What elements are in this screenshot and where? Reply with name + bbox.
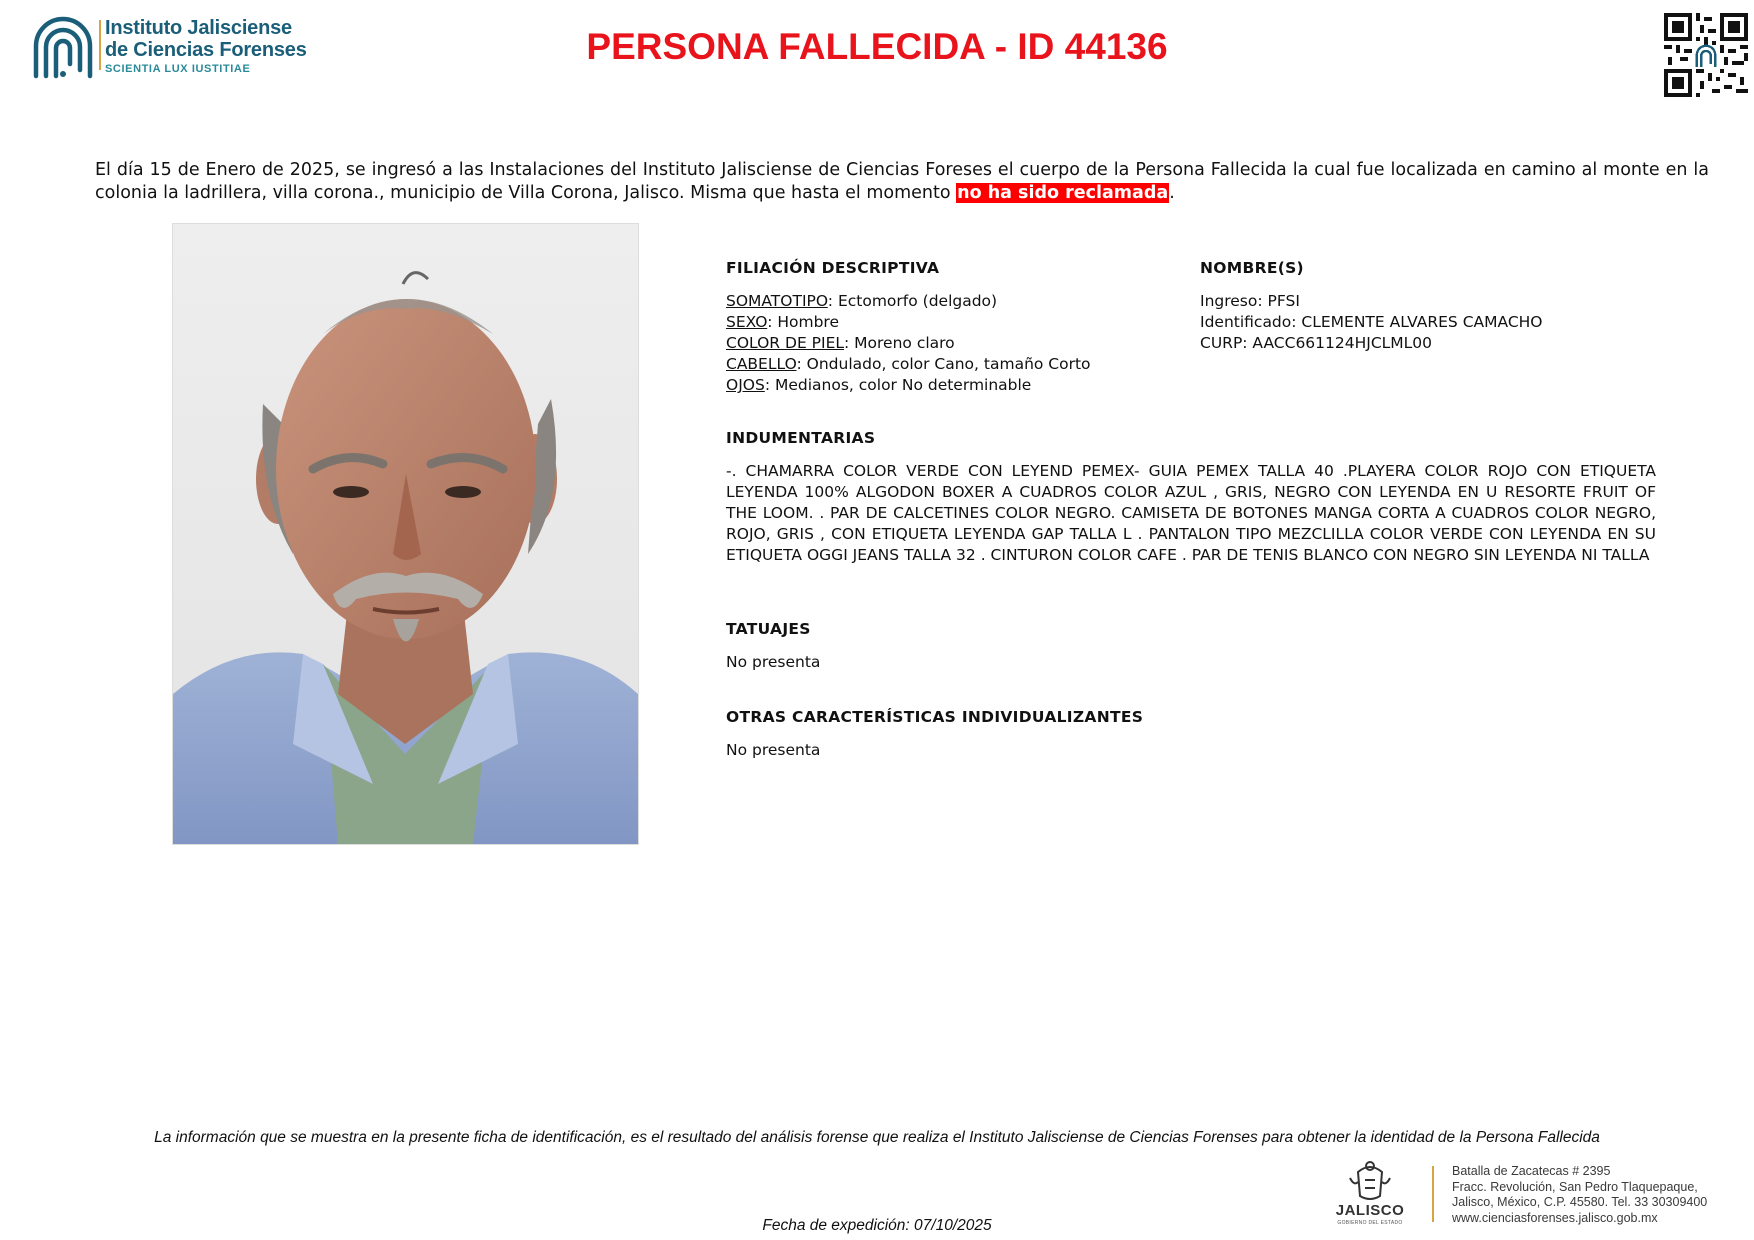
otras-heading: OTRAS CARACTERÍSTICAS INDIVIDUALIZANTES: [726, 708, 1144, 726]
filiacion-item: [726, 354, 1156, 375]
jalisco-logo: [1330, 1158, 1410, 1228]
otras-text: No presenta: [726, 741, 821, 759]
jalisco-crest-icon: [1330, 1158, 1410, 1202]
filiacion-value: : Ectomorfo (delgado): [827, 292, 998, 310]
address-line: Jalisco, México, C.P. 45580. Tel. 33 30309400: [1452, 1195, 1708, 1209]
otras-section: [726, 707, 1426, 761]
nombres-section: [1200, 258, 1700, 354]
tatuajes-heading: TATUAJES: [726, 620, 811, 638]
address-line: Batalla de Zacatecas # 2395: [1452, 1164, 1611, 1178]
filiacion-item: [726, 375, 1156, 396]
filiacion-label: CABELLO: [726, 355, 797, 373]
institute-name-line1: Instituto Jalisciense: [105, 17, 292, 39]
filiacion-list: [726, 291, 1156, 396]
filiacion-value: : Ondulado, color Cano, tamaño Corto: [796, 355, 1091, 373]
address-line: Fracc. Revolución, San Pedro Tlaquepaque,: [1452, 1179, 1698, 1194]
jalisco-sub: GOBIERNO DEL ESTADO: [1337, 1220, 1403, 1226]
filiacion-item: [726, 312, 1156, 333]
intro-end: .: [1169, 183, 1175, 203]
tatuajes-text: No presenta: [726, 653, 821, 671]
filiacion-section: [726, 258, 1156, 396]
unclaimed-highlight: no ha sido reclamada: [957, 183, 1169, 203]
filiacion-label: OJOS: [726, 376, 765, 394]
footer-divider: [1432, 1166, 1434, 1222]
website-link[interactable]: www.cienciasforenses.jalisco.gob.mx: [1452, 1210, 1658, 1225]
indumentarias-heading: INDUMENTARIAS: [726, 429, 876, 447]
nombres-identificado: Identificado: CLEMENTE ALVARES CAMACHO: [1200, 313, 1543, 331]
disclaimer: La información que se muestra en la presente ficha de identificación, es el resultado del análisis forense que realiza el Instituto Jalisciense de Ciencias Forenses para obtener la identidad de la Persona Fallecida: [154, 1129, 1600, 1146]
nombres-heading: NOMBRE(S): [1200, 259, 1304, 277]
filiacion-label: COLOR DE PIEL: [726, 334, 845, 352]
nombres-list: [1200, 291, 1700, 354]
nombres-curp: CURP: AACC661124HJCLML00: [1200, 334, 1433, 352]
filiacion-value: : Moreno claro: [844, 334, 955, 352]
page-title: PERSONA FALLECIDA - ID 44136: [586, 26, 1168, 67]
filiacion-value: : Hombre: [767, 313, 839, 331]
institute-name-line2: de Ciencias Forenses: [105, 39, 307, 61]
filiacion-item: [726, 333, 1156, 354]
filiacion-value: : Medianos, color No determinable: [764, 376, 1032, 394]
filiacion-label: SOMATOTIPO: [726, 292, 828, 310]
filiacion-item: [726, 291, 1156, 312]
filiacion-heading: FILIACIÓN DESCRIPTIVA: [726, 259, 940, 277]
qr-code-icon: [1664, 13, 1748, 97]
indumentarias-text: -. CHAMARRA COLOR VERDE CON LEYEND PEMEX- GUIA PEMEX TALLA 40 .PLAYERA COLOR ROJO CON ETIQUETA LEYENDA 100% ALGODON BOXER A CUADROS COLOR AZUL , GRIS, NEGRO CON LEYENDA EN U RESORTE FRUIT OF THE LOOM. . PAR DE CALCETINES COLOR NEGRO. CAMISETA DE BOTONES MANGA CORTA A CUADROS COLOR NEGRO, ROJO, GRIS , CON ETIQUETA LEYENDA GAP TALLA L . PANTALON TIPO MEZCLILLA COLOR VERDE CON LEYENDA EN SU ETIQUETA OGGI JEANS TALLA 32 . CINTURON COLOR CAFE . PAR DE TENIS BLANCO CON NEGRO SIN LEYENDA NI TALLA: [726, 462, 1656, 564]
intro-paragraph: [95, 159, 1709, 205]
institute-motto: SCIENTIA LUX IUSTITIAE: [105, 63, 251, 75]
nombres-ingreso: Ingreso: PFSI: [1200, 292, 1300, 310]
issue-date: Fecha de expedición: 07/10/2025: [762, 1217, 992, 1234]
indumentarias-section: [726, 428, 1656, 566]
institute-address: [1452, 1164, 1707, 1226]
filiacion-label: SEXO: [726, 313, 768, 331]
jalisco-name: JALISCO: [1335, 1202, 1405, 1219]
deceased-photo: [172, 223, 639, 845]
tatuajes-section: [726, 619, 1326, 673]
intro-text: El día 15 de Enero de 2025, se ingresó a las Instalaciones del Instituto Jalisciense de Ciencias Foreses el cuerpo de la Persona Fallecida la cual fue localizada en camino al monte en la colonia la ladrillera, villa corona., municipio de Villa Corona, Jalisco. Misma que hasta el momento: [95, 160, 1709, 203]
